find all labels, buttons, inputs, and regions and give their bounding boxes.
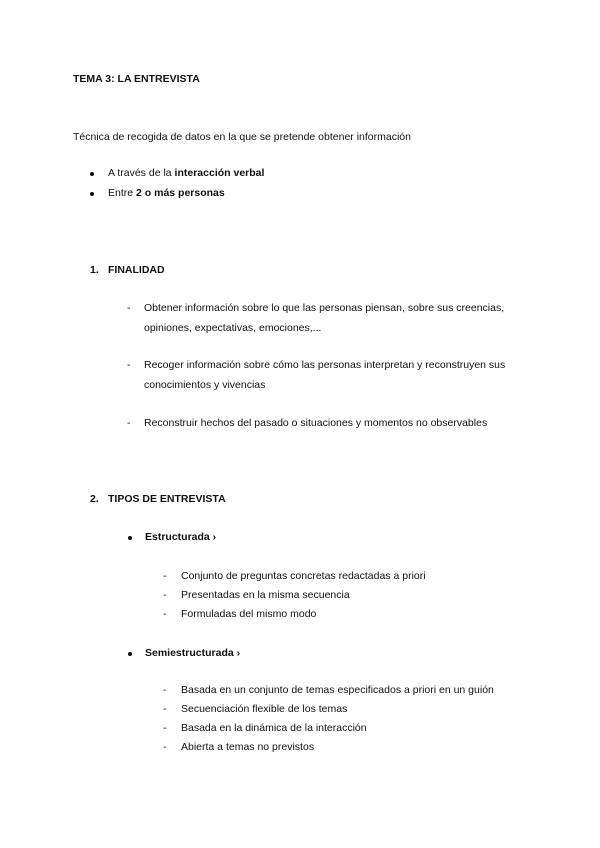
list-item: Formuladas del mismo modo — [181, 608, 317, 620]
page-title: TEMA 3: LA ENTREVISTA — [73, 73, 200, 85]
definition-text: Técnica de recogida de datos en la que se pretende obtener información — [73, 131, 411, 143]
dash-marker: - — [163, 703, 167, 715]
type-heading: Estructurada › — [145, 531, 217, 543]
dash-marker: - — [163, 570, 167, 582]
list-item-line: Obtener información sobre lo que las personas piensan, sobre sus creencias, — [144, 302, 505, 314]
bullet-dot-icon — [90, 192, 94, 196]
list-item-line: Recoger información sobre cómo las personas interpretan y reconstruyen sus — [144, 359, 506, 371]
section-heading-tipos: TIPOS DE ENTREVISTA — [108, 493, 226, 505]
dash-marker: - — [163, 684, 167, 696]
list-item-bold-text: 2 o más personas — [136, 187, 225, 199]
list-item: Basada en un conjunto de temas especificados a priori en un guión — [181, 684, 494, 696]
list-item: Secuenciación flexible de los temas — [181, 703, 348, 715]
list-item-line: Reconstruir hechos del pasado o situaciones y momentos no observables — [144, 417, 488, 429]
list-item: Presentadas en la misma secuencia — [181, 589, 350, 601]
list-item-text: A través de la — [108, 167, 175, 179]
dash-marker: - — [163, 722, 167, 734]
bullet-dot-icon — [128, 652, 132, 656]
list-item-line: opiniones, expectativas, emociones,... — [144, 322, 322, 334]
type-heading: Semiestructurada › — [145, 647, 241, 659]
list-item: Conjunto de preguntas concretas redactadas a priori — [181, 570, 426, 582]
dash-marker: - — [127, 302, 131, 314]
list-item — [108, 167, 264, 179]
list-item-line: conocimientos y vivencias — [144, 379, 266, 391]
bullet-dot-icon — [90, 172, 94, 176]
dash-marker: - — [163, 608, 167, 620]
section-heading-finalidad: FINALIDAD — [108, 264, 165, 276]
list-item: Basada en la dinámica de la interacción — [181, 722, 367, 734]
dash-marker: - — [163, 741, 167, 753]
section-number: 1. — [90, 264, 99, 276]
dash-marker: - — [127, 359, 131, 371]
list-item: Abierta a temas no previstos — [181, 741, 315, 753]
list-item-text: Entre — [108, 187, 137, 199]
list-item-bold-text: interacción verbal — [174, 167, 265, 179]
bullet-dot-icon — [128, 536, 132, 540]
dash-marker: - — [127, 417, 131, 429]
dash-marker: - — [163, 589, 167, 601]
list-item — [108, 187, 225, 199]
section-number: 2. — [90, 493, 99, 505]
